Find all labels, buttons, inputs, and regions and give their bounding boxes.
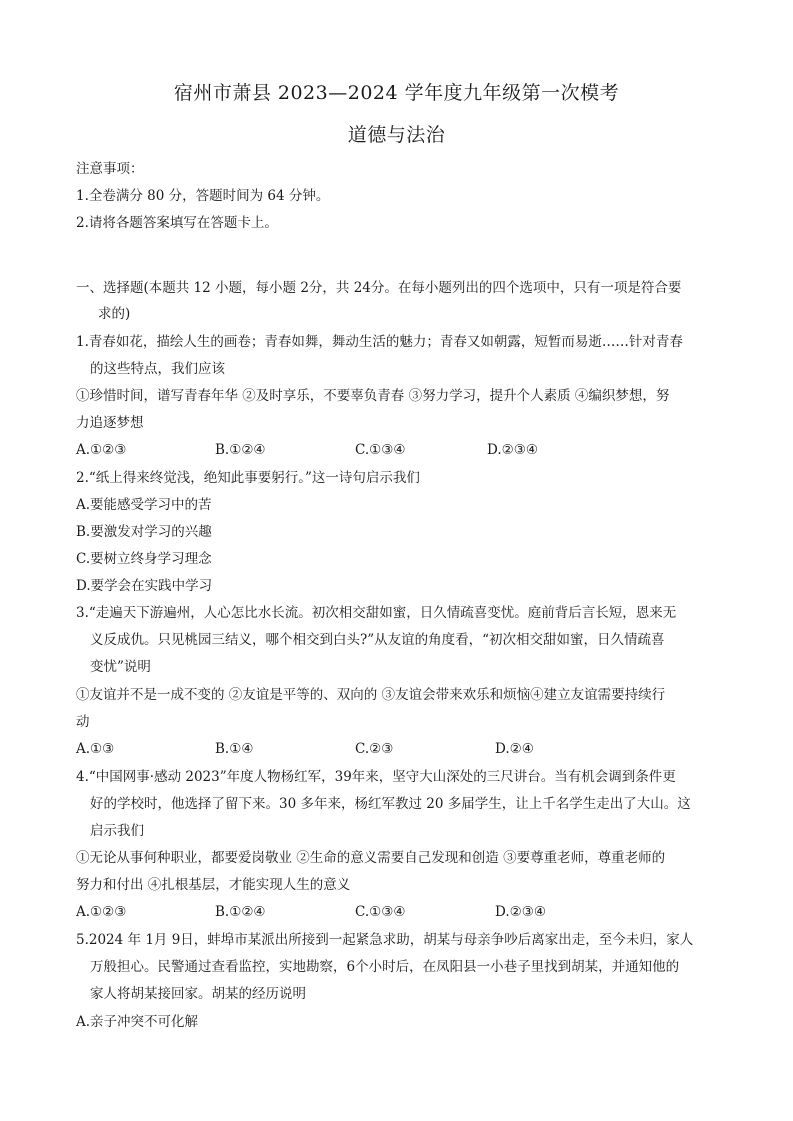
exam-title: 宿州市萧县 2023—2024 学年度九年级第一次模考 bbox=[173, 82, 620, 104]
q4-stem-line1: 4.“中国网事·感动 2023”年度人物杨红军，39年来，坚守大山深处的三尺讲台。当有机会调到条件更 bbox=[76, 769, 676, 785]
q4-option-d: D.②③④ bbox=[495, 904, 546, 920]
q4-statements-line2: 努力和付出 ④扎根基层，才能实现人生的意义 bbox=[76, 877, 351, 893]
q3-statements-line1: ①友谊并不是一成不变的 ②友谊是平等的、双向的 ③友谊会带来欢乐和烦恼④建立友谊需要持续行 bbox=[76, 687, 666, 703]
q3-stem-line3: 变忧”说明 bbox=[90, 659, 151, 675]
q5-stem-line3: 家人将胡某接回家。胡某的经历说明 bbox=[90, 986, 306, 1002]
q3-stem-line2: 义反成仇。只见桃园三结义，哪个相交到白头?”从友谊的角度看，“初次相交甜如蜜，日久情疏喜 bbox=[90, 632, 665, 648]
q3-stem-line1: 3.“走遍天下游遍州，人心怎比水长流。初次相交甜如蜜，日久情疏喜变忧。庭前背后言长短，恩来无 bbox=[76, 605, 677, 621]
q1-option-c: C.①③④ bbox=[355, 442, 406, 458]
q3-option-d: D.②④ bbox=[495, 741, 534, 757]
q2-option-b: B.要激发对学习的兴趣 bbox=[76, 524, 212, 540]
q4-option-b: B.①②④ bbox=[215, 904, 266, 920]
q4-statements-line1: ①无论从事何种职业，都要爱岗敬业 ②生命的意义需要自己发现和创造 ③要尊重老师，尊重老师的 bbox=[76, 850, 666, 866]
q5-option-a: A.亲子冲突不可化解 bbox=[76, 1014, 199, 1030]
section-heading: 一、选择题(本题共 12 小题，每小题 2分，共 24分。在每小题列出的四个选项中，只有一项是符合要 bbox=[76, 280, 682, 296]
q1-statements-line2: 力追逐梦想 bbox=[76, 415, 144, 431]
q1-option-a: A.①②③ bbox=[76, 442, 127, 458]
q3-option-c: C.②③ bbox=[355, 741, 394, 757]
q4-option-c: C.①③④ bbox=[355, 904, 406, 920]
note-item-1: 1.全卷满分 80 分，答题时间为 64 分钟。 bbox=[76, 188, 330, 204]
q1-stem-line2: 的这些特点，我们应该 bbox=[90, 361, 225, 377]
q2-option-c: C.要树立终身学习理念 bbox=[76, 551, 212, 567]
q3-option-a: A.①③ bbox=[76, 741, 115, 757]
q1-statements-line1: ①珍惜时间，谱写青春年华 ②及时享乐，不要辜负青春 ③努力学习，提升个人素质 ④编织梦想，努 bbox=[76, 388, 670, 404]
q3-statements-line2: 动 bbox=[76, 714, 90, 730]
q2-stem: 2.“纸上得来终觉浅，绝知此事要躬行。”这一诗句启示我们 bbox=[76, 470, 420, 486]
section-heading-cont: 求的) bbox=[98, 306, 131, 322]
q2-option-a: A.要能感受学习中的苦 bbox=[76, 497, 212, 513]
q5-stem-line1: 5.2024 年 1月 9日，蚌埠市某派出所接到一起紧急求助，胡某与母亲争吵后离家出走，至今未归，家人 bbox=[76, 932, 694, 948]
subject-title: 道德与法治 bbox=[347, 124, 446, 146]
q1-option-b: B.①②④ bbox=[215, 442, 266, 458]
q3-option-b: B.①④ bbox=[215, 741, 254, 757]
q1-stem-line1: 1.青春如花，描绘人生的画卷；青春如舞，舞动生活的魅力；青春又如朝露，短暂而易逝……针对青春 bbox=[76, 334, 683, 350]
q4-stem-line3: 启示我们 bbox=[90, 823, 144, 839]
q1-option-d: D.②③④ bbox=[487, 442, 538, 458]
q4-stem-line2: 好的学校时，他选择了留下来。30 多年来，杨红军教过 20 多届学生，让上千名学生走出了大山。这 bbox=[90, 796, 691, 812]
note-item-2: 2.请将各题答案填写在答题卡上。 bbox=[76, 215, 278, 231]
q2-option-d: D.要学会在实践中学习 bbox=[76, 578, 213, 594]
notes-heading: 注意事项： bbox=[76, 161, 144, 177]
q4-option-a: A.①②③ bbox=[76, 904, 127, 920]
q5-stem-line2: 万般担心。民警通过查看监控，实地勘察，6个小时后，在凤阳县一小巷子里找到胡某，并通知他的 bbox=[90, 959, 680, 975]
